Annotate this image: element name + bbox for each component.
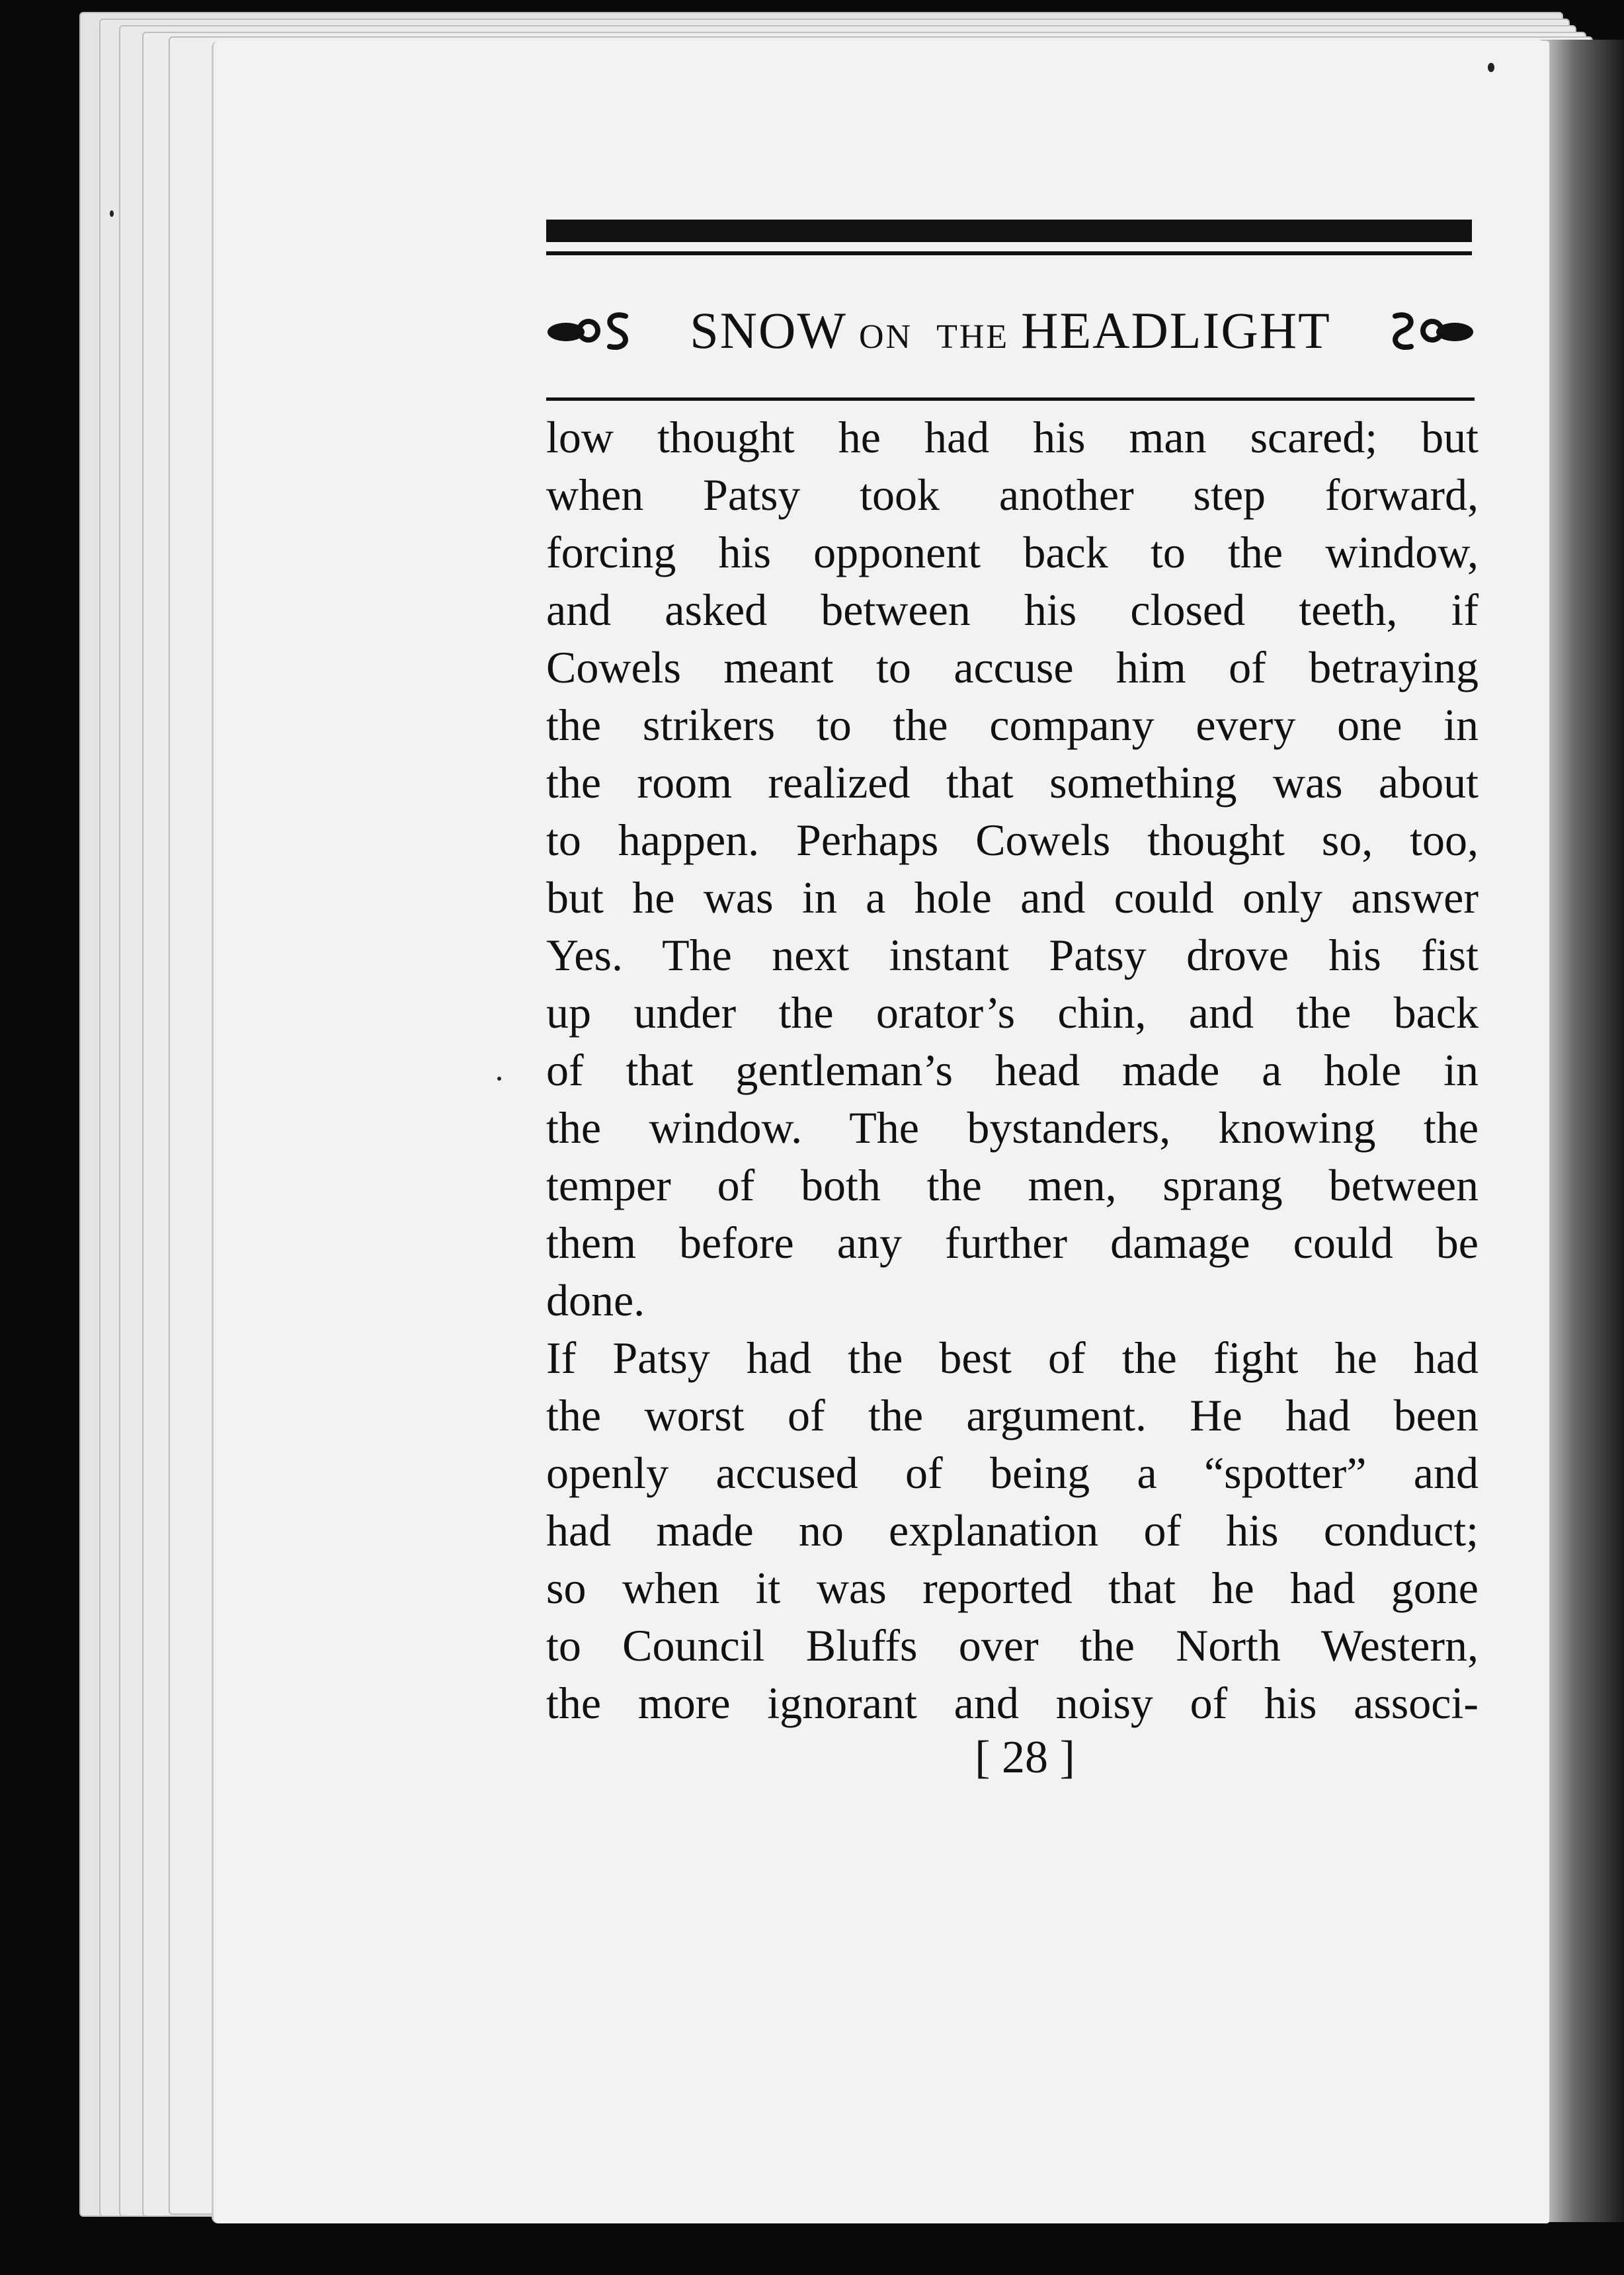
text-line: to happen. Perhaps Cowels thought so, too, [546, 815, 1479, 865]
text-line: the more ignorant and noisy of his associ- [546, 1678, 1479, 1728]
text-line: forcing his opponent back to the window, [546, 527, 1479, 577]
text-line: them before any further damage could be [546, 1218, 1479, 1268]
text-line: but he was in a hole and could only answer [546, 872, 1479, 923]
header-thick-rule [546, 220, 1472, 242]
scan-speck [110, 210, 114, 217]
running-head-word: ON [858, 318, 913, 356]
text-line: done. [546, 1275, 645, 1325]
running-head-word: THE [936, 318, 1010, 356]
text-line: openly accused of being a “spotter” and [546, 1448, 1479, 1498]
running-head-word: SNOW [690, 302, 847, 359]
running-head [546, 291, 1475, 370]
text-line: the window. The bystanders, knowing the [546, 1102, 1479, 1153]
text-line: up under the orator’s chin, and the back [546, 987, 1479, 1038]
running-head-title [690, 301, 1330, 360]
right-ornament-icon [1375, 304, 1475, 357]
text-line: when Patsy took another step forward, [546, 470, 1479, 520]
text-line: Yes. The next instant Patsy drove his fist [546, 930, 1479, 980]
header-thin-rule [546, 251, 1472, 255]
text-line: and asked between his closed teeth, if [546, 585, 1479, 635]
body-text [546, 409, 1479, 1732]
text-line: of that gentleman’s head made a hole in [546, 1045, 1479, 1095]
text-line: to Council Bluffs over the North Western, [546, 1620, 1479, 1671]
text-line: so when it was reported that he had gone [546, 1563, 1479, 1613]
text-line: the room realized that something was about [546, 757, 1479, 807]
scan-speck [1488, 63, 1494, 72]
text-line: had made no explanation of his conduct; [546, 1505, 1479, 1555]
scan-speck [497, 1077, 501, 1081]
text-line: low thought he had his man scared; but [546, 412, 1479, 462]
text-line: the strikers to the company every one in [546, 700, 1479, 750]
page-number: [ 28 ] [975, 1732, 1075, 1783]
text-line: temper of both the men, sprang between [546, 1160, 1479, 1210]
binding-shadow [1541, 40, 1624, 2222]
running-head-word: HEADLIGHT [1021, 302, 1331, 359]
text-line: Cowels meant to accuse him of betraying [546, 642, 1479, 692]
text-line: If Patsy had the best of the fight he had [546, 1333, 1479, 1383]
left-ornament-icon [546, 304, 645, 357]
text-line: the worst of the argument. He had been [546, 1390, 1479, 1440]
header-bottom-rule [546, 397, 1475, 401]
